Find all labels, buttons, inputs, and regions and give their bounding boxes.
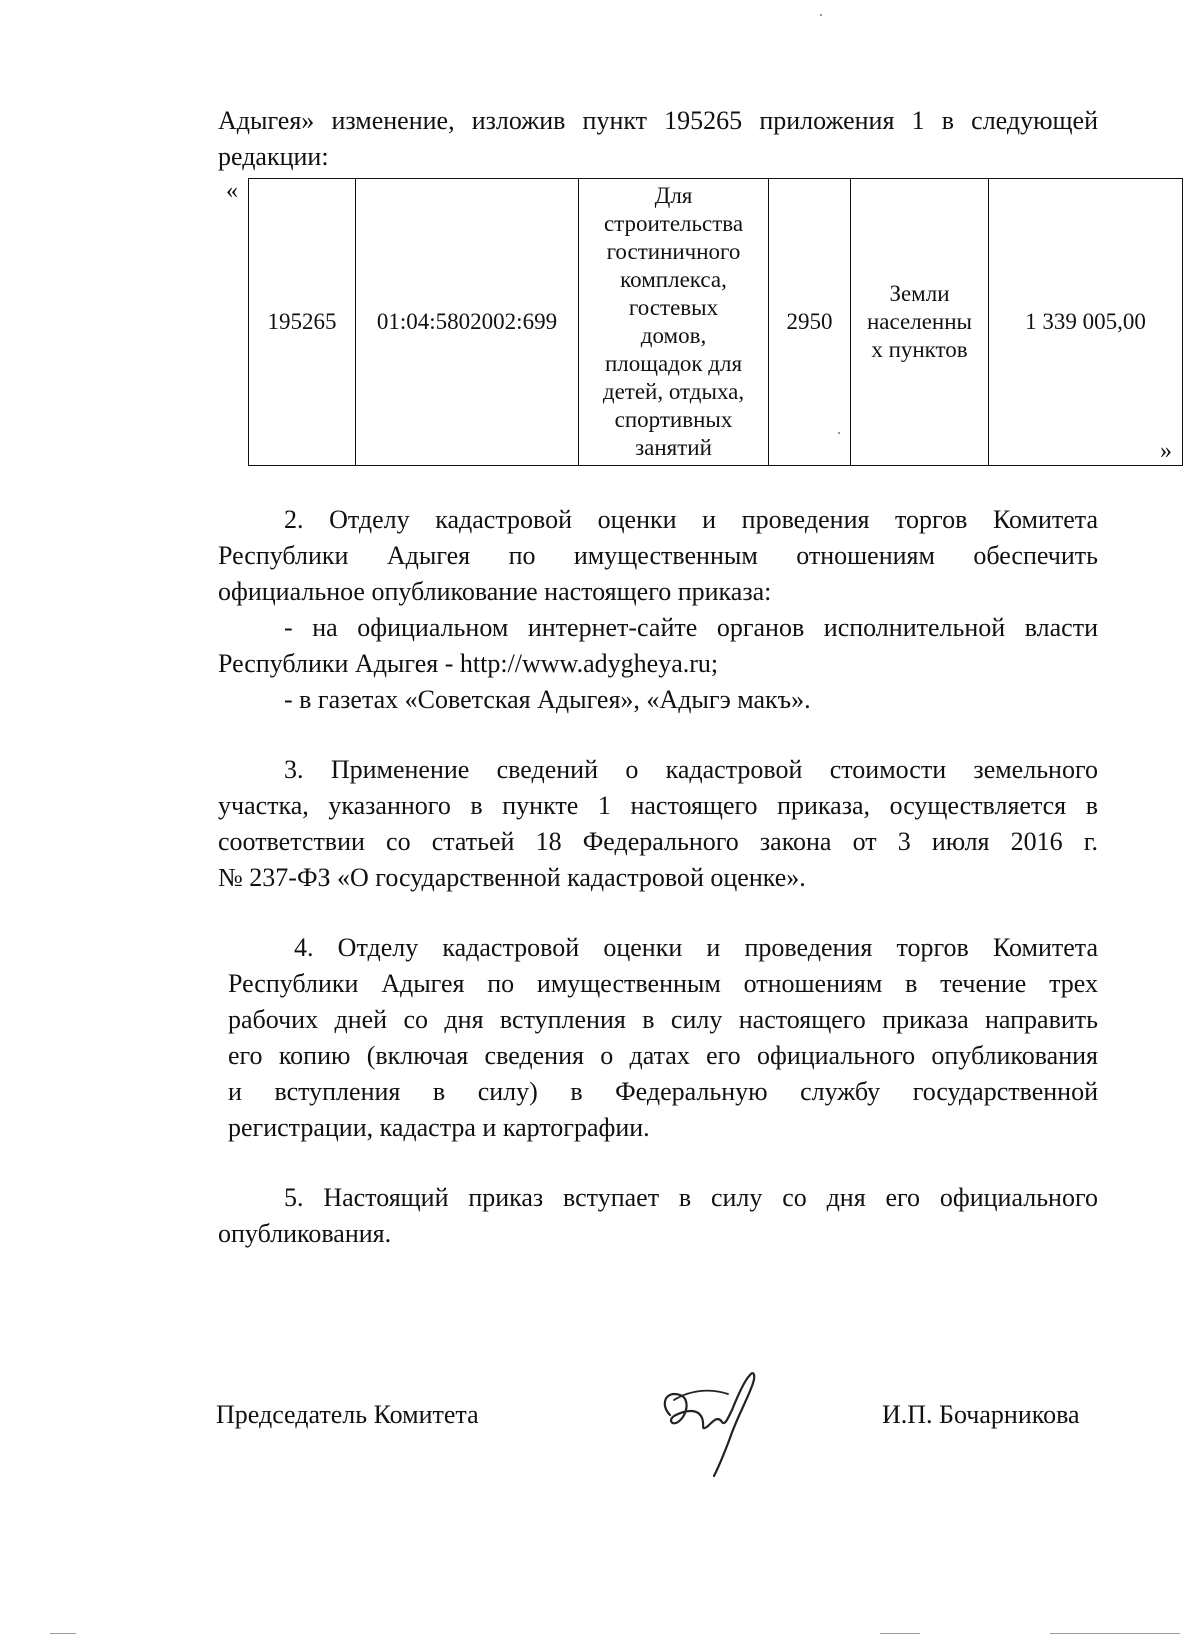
- closing-quote: »: [1160, 438, 1172, 464]
- paragraph-3-line-1: 3. Применение сведений о кадастровой стоимости земельного: [284, 755, 1098, 784]
- paragraph-2-line-2: Республики Адыгея по имущественным отношениям обеспечить: [218, 541, 1098, 570]
- intro-line-2: редакции:: [218, 142, 329, 171]
- cell-cadastral-value: 1 339 005,00: [989, 179, 1183, 466]
- paragraph-5-line-1: 5. Настоящий приказ вступает в силу со дня его официального: [284, 1183, 1098, 1212]
- bullet-1-line-2: Республики Адыгея - http://www.adygheya.ru;: [218, 649, 719, 678]
- paragraph-4-line-2: Республики Адыгея по имущественным отношениям в течение трех: [228, 969, 1098, 998]
- bullet-1-line-1: - на официальном интернет-сайте органов исполнительной власти: [284, 613, 1098, 642]
- scan-speck: [880, 1633, 920, 1634]
- paragraph-4-line-1: 4. Отделу кадастровой оценки и проведения торгов Комитета: [294, 933, 1098, 962]
- paragraph-2-line-1: 2. Отделу кадастровой оценки и проведения торгов Комитета: [284, 505, 1098, 534]
- bullet-2: - в газетах «Советская Адыгея», «Адыгэ макъ».: [284, 685, 811, 714]
- scan-speck: [838, 432, 840, 434]
- intro-line-1: Адыгея» изменение, изложив пункт 195265 приложения 1 в следующей: [218, 106, 1098, 135]
- cell-purpose: Для строительства гостиничного комплекса, гостевых домов, площадок для детей, отдыха, спортивных занятий: [579, 179, 769, 466]
- handwritten-signature: [650, 1360, 770, 1480]
- opening-quote: «: [226, 178, 238, 204]
- paragraph-2-line-3: официальное опубликование настоящего приказа:: [218, 577, 772, 606]
- paragraph-3-line-4: № 237-ФЗ «О государственной кадастровой оценке».: [218, 863, 806, 892]
- paragraph-4-line-4: его копию (включая сведения о датах его официального опубликования: [228, 1041, 1098, 1070]
- amendment-table: [248, 178, 1183, 466]
- signatory-name: И.П. Бочарникова: [882, 1400, 1080, 1429]
- cell-cadastral-number: 01:04:5802002:699: [356, 179, 579, 466]
- scan-speck: [1050, 1633, 1180, 1634]
- table-row: [249, 179, 1183, 466]
- paragraph-3-line-2: участка, указанного в пункте 1 настоящего приказа, осуществляется в: [218, 791, 1098, 820]
- cell-number: 195265: [249, 179, 356, 466]
- cell-land-category: Земли населенны х пунктов: [851, 179, 989, 466]
- cell-area: 2950: [769, 179, 851, 466]
- paragraph-5-line-2: опубликования.: [218, 1219, 392, 1248]
- scan-speck: [820, 14, 822, 16]
- paragraph-4-line-5: и вступления в силу) в Федеральную службу государственной: [228, 1077, 1098, 1106]
- paragraph-4-line-3: рабочих дней со дня вступления в силу настоящего приказа направить: [228, 1005, 1098, 1034]
- signatory-position: Председатель Комитета: [216, 1400, 479, 1429]
- paragraph-3-line-3: соответствии со статьей 18 Федерального закона от 3 июля 2016 г.: [218, 827, 1098, 856]
- paragraph-4-line-6: регистрации, кадастра и картографии.: [228, 1113, 650, 1142]
- scan-speck: [50, 1633, 76, 1634]
